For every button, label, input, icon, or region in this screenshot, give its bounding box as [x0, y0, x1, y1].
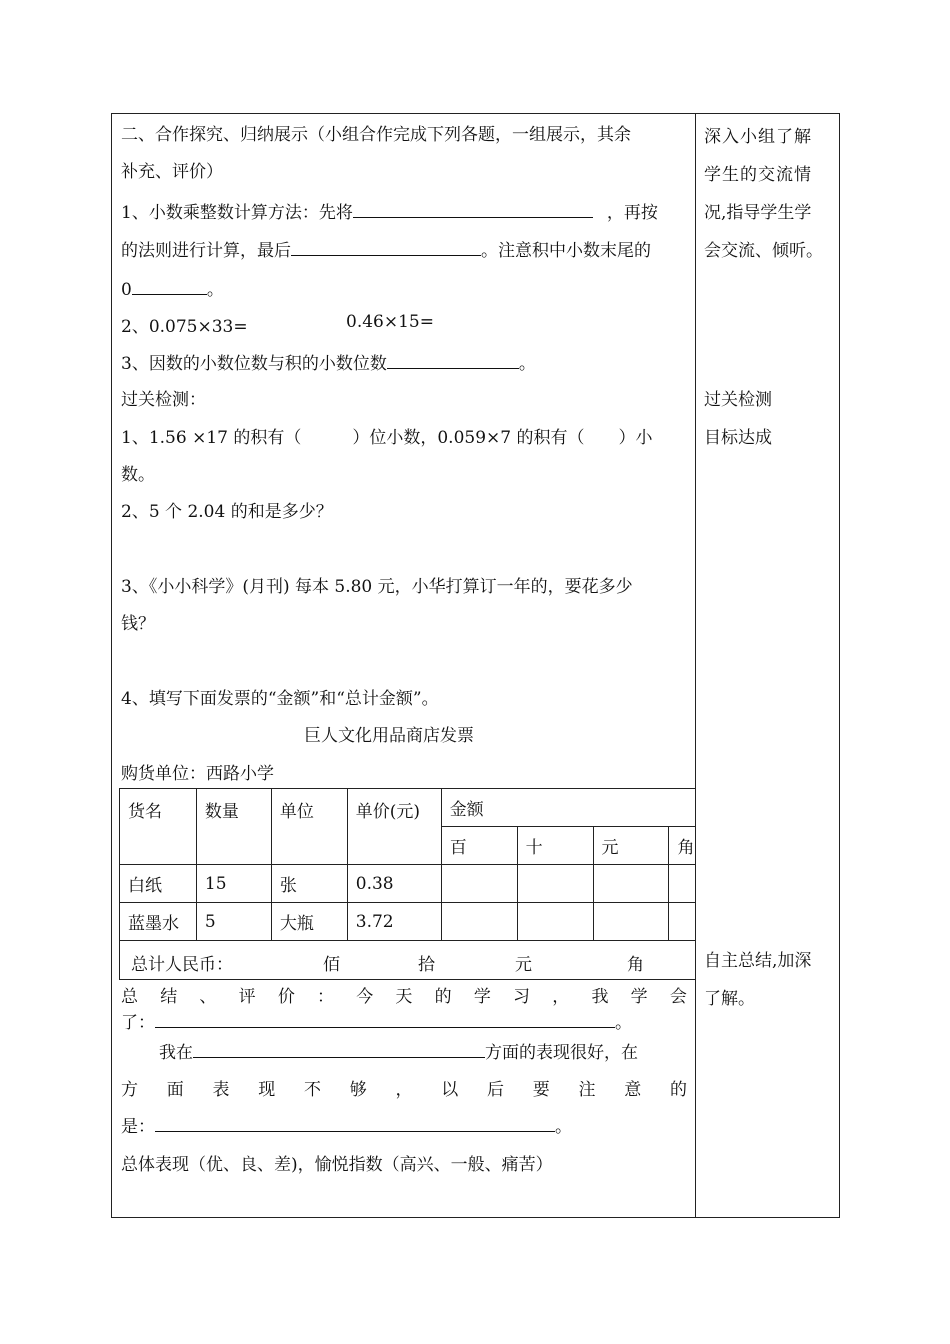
sub-header-jiao: 角 [669, 827, 696, 865]
header-unit: 单位 [271, 789, 347, 865]
frame-bottom [111, 1217, 840, 1218]
header-name: 货名 [120, 789, 197, 865]
total-unit-bai: 佰 [323, 955, 340, 975]
summary-char: 天 [395, 987, 413, 1007]
blank-q1-a[interactable] [353, 203, 593, 218]
summary-char: 结 [160, 987, 178, 1007]
perf-char: 注 [578, 1080, 596, 1100]
sub-header-tens: 十 [517, 827, 593, 865]
row-1-amount-tens[interactable] [517, 865, 593, 903]
summary-char: 今 [356, 987, 374, 1007]
perf-char: 面 [166, 1080, 184, 1100]
row-2-amount-hundreds[interactable] [441, 903, 517, 941]
summary-char: 价 [277, 987, 295, 1007]
summary-char: 、 [199, 987, 217, 1007]
row-1-name: 白纸 [120, 865, 197, 903]
side-note-1-line2: 学生的交流情 [704, 165, 812, 185]
header-amount: 金额 [441, 789, 696, 827]
question-1-line3 [121, 275, 224, 300]
blank-performance-good[interactable] [193, 1043, 485, 1058]
side-note-2-line2: 目标达成 [704, 428, 772, 448]
perf-text-b: 方面的表现很好，在 [485, 1043, 638, 1063]
q1-text-d: 。注意积中小数末尾的 [481, 241, 651, 261]
frame-top [111, 113, 840, 114]
total-unit-shi: 拾 [418, 955, 435, 975]
summary-le: 了： [121, 1013, 155, 1033]
side-note-3-line2: 了解。 [704, 989, 755, 1009]
row-1-amount-yuan[interactable] [593, 865, 669, 903]
row-2-amount-jiao[interactable] [669, 903, 696, 941]
row-2-qty: 5 [196, 903, 271, 941]
summary-char: 学 [473, 987, 491, 1007]
frame-divider [695, 113, 696, 1218]
side-note-2-line1: 过关检测 [704, 390, 772, 410]
sub-header-hundreds: 百 [441, 827, 517, 865]
total-unit-yuan: 元 [515, 955, 532, 975]
summary-line1 [121, 982, 687, 1007]
total-label: 总计人民币： [131, 955, 233, 975]
header-qty: 数量 [196, 789, 271, 865]
sub-header-yuan: 元 [593, 827, 669, 865]
total-row [120, 941, 697, 980]
blank-q1-b[interactable] [291, 241, 481, 256]
q1-text-e: 0 [121, 280, 132, 300]
row-2-amount-yuan[interactable] [593, 903, 669, 941]
check-1-line1: 1、1.56 ×17 的积有（ ）位小数，0.059×7 的积有（ ）小 [121, 428, 653, 448]
section-heading-line2: 补充、评价） [121, 162, 223, 182]
side-note-1-line1: 深入小组了解 [704, 127, 812, 147]
performance-line3 [121, 1112, 572, 1137]
performance-line2 [121, 1075, 687, 1100]
check-1-line2: 数。 [121, 465, 155, 485]
blank-summary[interactable] [155, 1013, 615, 1028]
perf-char: 要 [532, 1080, 550, 1100]
summary-char: 总 [121, 987, 138, 1007]
check-3-line2: 钱？ [121, 614, 155, 634]
q3-text: 3、因数的小数位数与积的小数位数 [121, 354, 387, 374]
perf-char: 现 [258, 1080, 276, 1100]
row-2-amount-tens[interactable] [517, 903, 593, 941]
check-title: 过关检测： [121, 390, 206, 410]
row-1-unit: 张 [271, 865, 347, 903]
total-unit-jiao: 角 [627, 955, 644, 975]
q1-text-b: ，再按 [606, 203, 658, 223]
row-1-amount-hundreds[interactable] [441, 865, 517, 903]
blank-improve[interactable] [155, 1117, 555, 1132]
summary-char: ： [317, 987, 335, 1007]
buyer-line: 购货单位：西路小学 [121, 764, 274, 784]
question-1-line1 [121, 198, 658, 223]
invoice-title: 巨人文化用品商店发票 [304, 726, 474, 746]
side-note-1-line4: 会交流、倾听。 [704, 241, 823, 261]
row-1-amount-jiao[interactable] [669, 865, 696, 903]
question-2b: 0.46×15= [346, 312, 434, 332]
check-2: 2、5 个 2.04 的和是多少？ [121, 502, 333, 522]
summary-char: ， [552, 987, 570, 1007]
side-note-3-line1: 自主总结,加深 [704, 951, 812, 971]
frame-right [839, 113, 840, 1218]
summary-char: 的 [434, 987, 452, 1007]
blank-q3[interactable] [387, 354, 519, 369]
perf-char: 够 [349, 1080, 367, 1100]
table-row [120, 903, 697, 941]
summary-char: 评 [238, 987, 256, 1007]
performance-line1 [159, 1038, 638, 1063]
perf-text-a: 我在 [159, 1043, 193, 1063]
perf-char: 方 [121, 1080, 138, 1100]
question-1-line2 [121, 236, 651, 261]
perf-char: 以 [441, 1080, 459, 1100]
check-4: 4、填写下面发票的“金额”和“总计金额”。 [121, 689, 439, 709]
q1-text-a: 1、小数乘整数计算方法：先将 [121, 203, 353, 223]
summary-char: 习 [513, 987, 531, 1007]
q1-text-f: 。 [206, 280, 224, 300]
blank-q1-c[interactable] [132, 280, 207, 295]
row-2-unit: 大瓶 [271, 903, 347, 941]
perf-char: 后 [487, 1080, 504, 1100]
q1-text-c: 的法则进行计算，最后 [121, 241, 291, 261]
perf-char: 意 [624, 1080, 642, 1100]
summary-end: 。 [615, 1013, 632, 1033]
summary-line2 [121, 1008, 632, 1033]
row-1-qty: 15 [196, 865, 271, 903]
check-3-line1: 3、《小小科学》(月刊) 每本 5.80 元，小华打算订一年的，要花多少 [121, 577, 633, 597]
perf-end: 。 [555, 1117, 572, 1137]
perf-char: 表 [212, 1080, 230, 1100]
perf-char: 的 [670, 1080, 687, 1100]
summary-char: 学 [630, 987, 648, 1007]
row-2-name: 蓝墨水 [120, 903, 197, 941]
question-3 [121, 349, 536, 374]
overall-performance: 总体表现（优、良、差)，愉悦指数（高兴、一般、痛苦） [121, 1155, 553, 1175]
q3-end: 。 [518, 354, 536, 374]
perf-char: ， [395, 1080, 413, 1100]
header-price: 单价(元) [347, 789, 441, 865]
row-1-price: 0.38 [347, 865, 441, 903]
summary-char: 会 [669, 987, 687, 1007]
perf-shi: 是： [121, 1117, 155, 1137]
perf-char: 不 [304, 1080, 321, 1100]
question-2a: 2、0.075×33= [121, 317, 248, 337]
table-row [120, 865, 697, 903]
invoice-table [119, 788, 696, 980]
section-heading-line1: 二、合作探究、归纳展示（小组合作完成下列各题，一组展示，其余 [121, 125, 631, 145]
row-2-price: 3.72 [347, 903, 441, 941]
frame-left [111, 113, 112, 1218]
side-note-1-line3: 况,指导学生学 [704, 203, 812, 223]
summary-char: 我 [591, 987, 609, 1007]
